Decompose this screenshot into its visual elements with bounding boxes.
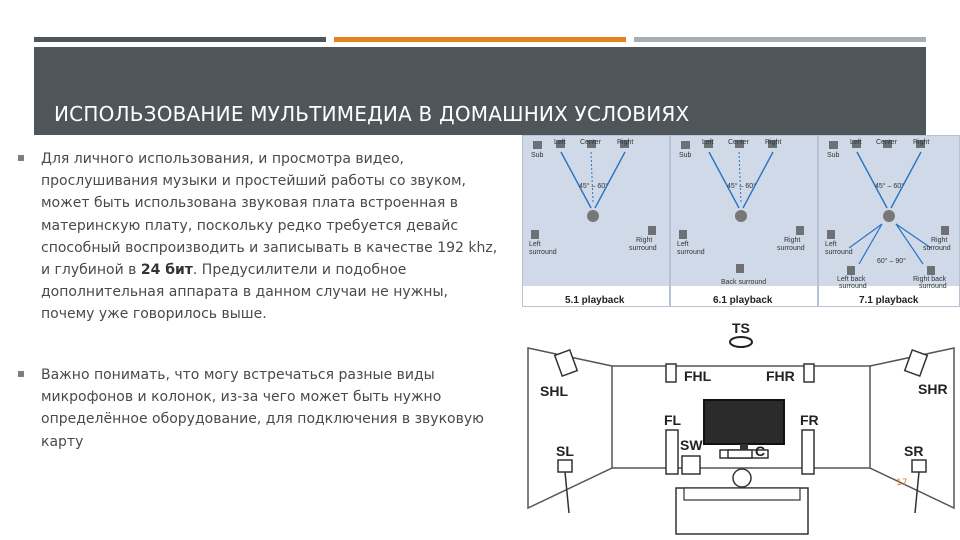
label-shl: SHL bbox=[540, 383, 568, 399]
caption-5-1: 5.1 playback bbox=[565, 295, 625, 306]
label-sub: Sub bbox=[827, 152, 840, 159]
diagram-5-1-playback bbox=[522, 135, 670, 307]
listener-icon bbox=[733, 469, 751, 487]
label-center: Center bbox=[728, 139, 750, 146]
top-speaker-icon bbox=[730, 337, 752, 347]
label-right: Right bbox=[913, 139, 930, 146]
sl-speaker-icon bbox=[558, 460, 572, 472]
label-right-surround-1: Right bbox=[636, 237, 653, 244]
label-fhr: FHR bbox=[766, 368, 795, 384]
accent-bar-dark bbox=[34, 37, 326, 42]
label-left-back-1: Left back bbox=[837, 276, 866, 283]
bullet-1-line-3: может быть использована звуковая плата встроенная в bbox=[41, 195, 458, 212]
tv-icon bbox=[704, 400, 784, 444]
bullet-1-line-5: способный воспроизводить и записывать в качестве 192 khz, bbox=[41, 239, 498, 256]
room-speaker-diagram bbox=[522, 318, 960, 540]
label-left: Left bbox=[554, 139, 566, 146]
label-sr: SR bbox=[904, 443, 924, 459]
caption-7-1: 7.1 playback bbox=[859, 295, 919, 306]
label-angle-rear: 60° – 90° bbox=[877, 258, 906, 265]
bullet-marker-1 bbox=[18, 155, 24, 161]
label-angle-front: 45° – 60° bbox=[579, 183, 608, 190]
label-angle-front: 45° – 60° bbox=[875, 183, 904, 190]
bullet-1-line-6-bold: 24 бит bbox=[140, 262, 193, 279]
bullet-1-line-4: материнскую плату, поскольку редко требуется девайс bbox=[41, 217, 459, 234]
bullet-2-line-2: микрофонов и колонок, из-за чего может быть нужно bbox=[41, 389, 442, 406]
label-right-back-2: surround bbox=[919, 283, 947, 290]
label-center: Center bbox=[580, 139, 602, 146]
diagram-6-1-playback bbox=[670, 135, 818, 307]
bullet-2-line-3: определённое оборудование, для подключения в звуковую bbox=[41, 411, 484, 428]
label-right: Right bbox=[765, 139, 782, 146]
bullet-marker-2 bbox=[18, 371, 24, 377]
label-sl: SL bbox=[556, 443, 574, 459]
label-left: Left bbox=[850, 139, 862, 146]
label-right: Right bbox=[617, 139, 634, 146]
caption-6-1: 6.1 playback bbox=[713, 295, 773, 306]
label-right-surround-2: surround bbox=[629, 245, 657, 252]
label-back-surround: Back surround bbox=[721, 279, 767, 286]
fhr-speaker-icon bbox=[804, 364, 814, 382]
label-left-surround-2: surround bbox=[825, 249, 853, 256]
sr-speaker-icon bbox=[912, 460, 926, 472]
bullet-2-line-4: карту bbox=[41, 433, 84, 450]
bullet-1-line-6-pre: и глубиной в bbox=[41, 262, 141, 279]
label-left-surround-1: Left bbox=[529, 241, 541, 248]
label-right-surround-1: Right bbox=[784, 237, 801, 244]
accent-bar-orange bbox=[334, 37, 626, 42]
label-left-back-2: surround bbox=[839, 283, 867, 290]
bullet-1-line-6-post: . Предусилители и подобное bbox=[192, 262, 407, 279]
label-angle-front: 45° – 60° bbox=[727, 183, 756, 190]
label-c: C bbox=[755, 443, 766, 459]
label-fl: FL bbox=[664, 412, 682, 428]
label-ts: TS bbox=[732, 320, 750, 336]
label-shr: SHR bbox=[918, 381, 948, 397]
bullet-1-line-7: дополнительная аппарата в данном случаи не нужны, bbox=[41, 284, 448, 301]
label-right-back-1: Right back bbox=[913, 276, 947, 283]
bullet-1-line-1: Для личного использования, и просмотра видео, bbox=[41, 151, 405, 167]
bullet-text-2 bbox=[41, 364, 521, 453]
fr-speaker-icon bbox=[802, 430, 814, 474]
bullet-1-line-8: почему уже говорилось выше. bbox=[41, 306, 267, 323]
shl-speaker-icon bbox=[555, 350, 578, 376]
label-right-surround-1: Right bbox=[931, 237, 948, 244]
page-number: 17 bbox=[896, 478, 908, 488]
center-speaker-icon bbox=[728, 450, 752, 458]
label-sub: Sub bbox=[679, 152, 692, 159]
label-left-surround-1: Left bbox=[825, 241, 837, 248]
label-left-surround-2: surround bbox=[677, 249, 705, 256]
diagram-7-1-playback bbox=[818, 135, 960, 307]
label-sub: Sub bbox=[531, 152, 544, 159]
label-fr: FR bbox=[800, 412, 819, 428]
bullet-1-line-2: прослушивания музыки и простейший работы со звуком, bbox=[41, 173, 466, 190]
label-right-surround-2: surround bbox=[923, 245, 951, 252]
label-center: Center bbox=[876, 139, 898, 146]
fhl-speaker-icon bbox=[666, 364, 676, 382]
label-left-surround-1: Left bbox=[677, 241, 689, 248]
label-right-surround-2: surround bbox=[777, 245, 805, 252]
fl-speaker-icon bbox=[666, 430, 678, 474]
bullet-text-1 bbox=[41, 148, 521, 326]
label-left-surround-2: surround bbox=[529, 249, 557, 256]
shr-speaker-icon bbox=[905, 350, 928, 376]
accent-bar-gray bbox=[634, 37, 926, 42]
subwoofer-icon bbox=[682, 456, 700, 474]
label-left: Left bbox=[702, 139, 714, 146]
label-fhl: FHL bbox=[684, 368, 712, 384]
label-sw: SW bbox=[680, 437, 703, 453]
bullet-2-line-1: Важно понимать, что могу встречаться разные виды bbox=[41, 367, 435, 383]
slide-title: ИСПОЛЬЗОВАНИЕ МУЛЬТИМЕДИА В ДОМАШНИХ УСЛОВИЯХ bbox=[54, 102, 690, 126]
